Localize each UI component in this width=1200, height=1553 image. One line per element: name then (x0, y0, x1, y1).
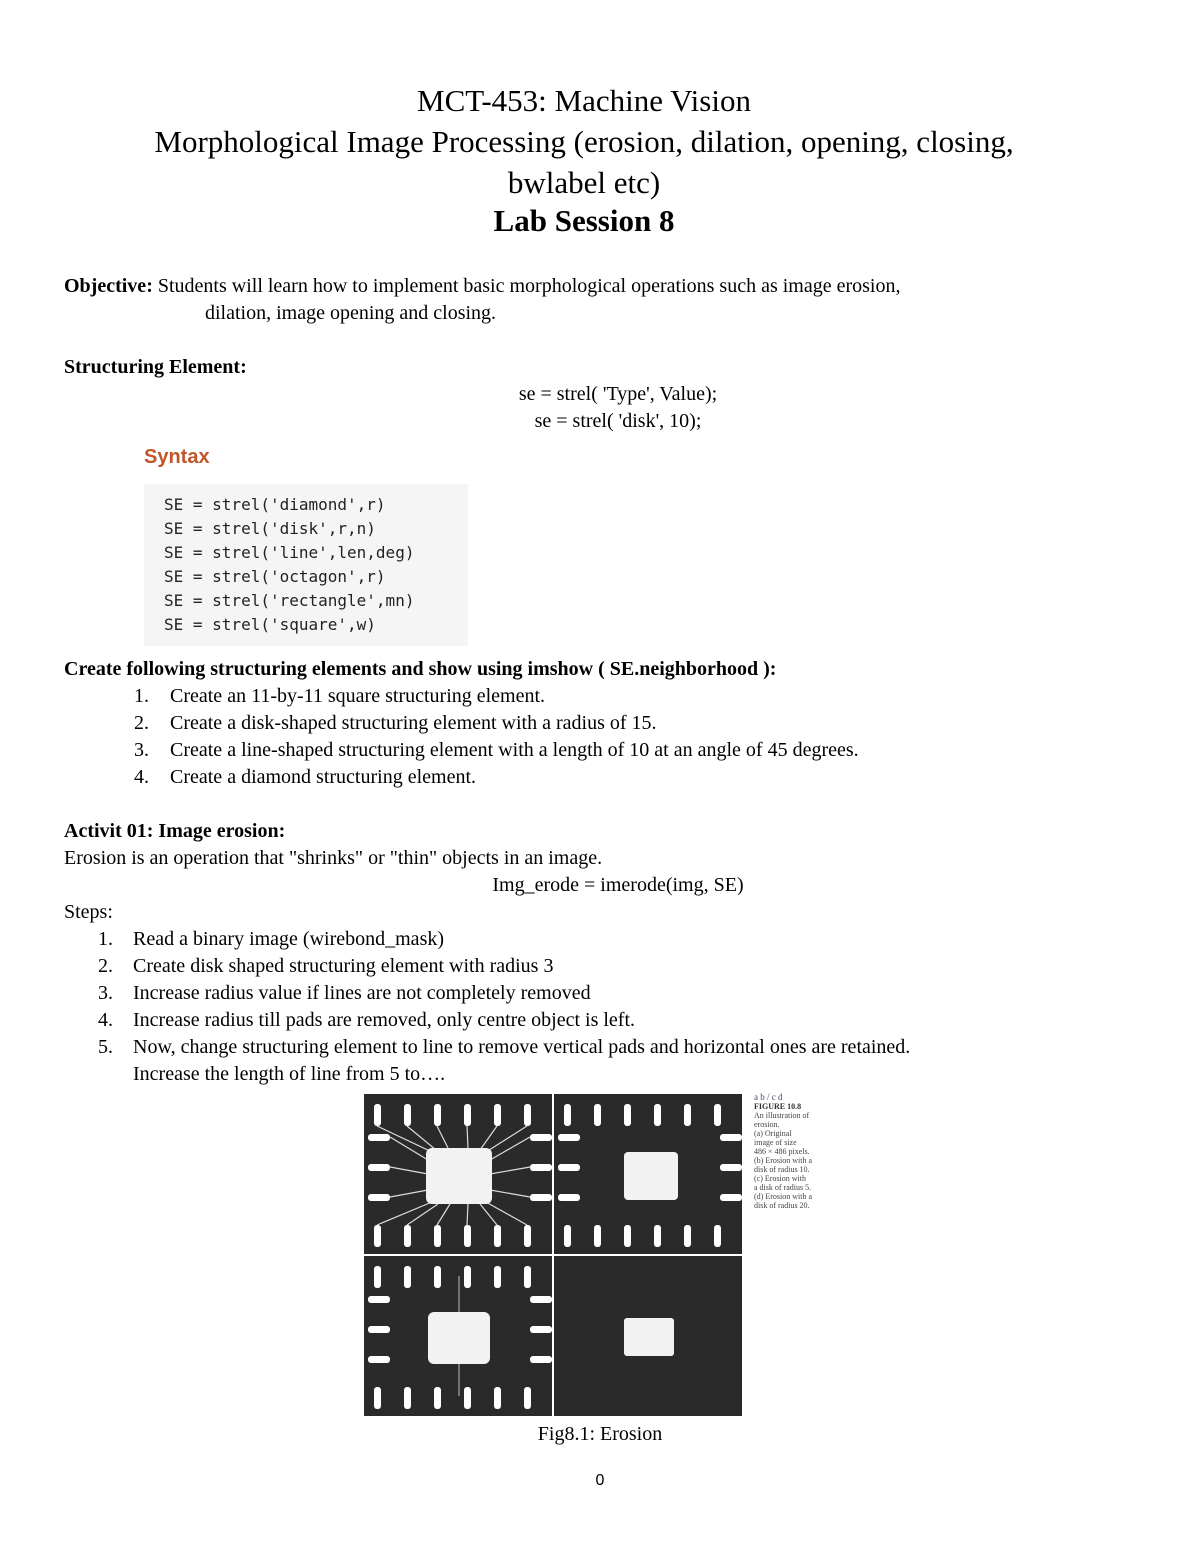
caption-line: image of size (754, 1138, 797, 1147)
list-number: 5. (98, 1036, 113, 1058)
step-item: Increase radius value if lines are not completely removed (133, 982, 591, 1004)
objective-text: Students will learn how to implement basic morphological operations such as image erosion, (152, 275, 901, 297)
list-number: 1. (134, 685, 149, 707)
page-number: 0 (595, 1472, 605, 1489)
figure-number: FIGURE 10.8 (754, 1102, 802, 1111)
code-line: SE = strel('line',len,deg) (164, 543, 415, 562)
caption-line: erosion. (754, 1120, 780, 1129)
figure-caption: Fig8.1: Erosion (537, 1423, 663, 1445)
caption-line: An illustration of (754, 1111, 810, 1120)
figure-panel-letters: a b / c d (754, 1092, 783, 1102)
strel-formula-disk: se = strel( 'disk', 10); (534, 410, 702, 432)
code-line: SE = strel('disk',r,n) (164, 519, 376, 538)
steps-label: Steps: (64, 901, 113, 923)
code-line: SE = strel('square',w) (164, 615, 376, 634)
activity-heading: Activit 01: Image erosion: (64, 820, 286, 842)
syntax-code-block (144, 484, 468, 646)
list-item: Create a disk-shaped structuring element with a radius of 15. (170, 712, 657, 734)
topic-title-line1: Morphological Image Processing (erosion, dilation, opening, closing, (154, 124, 1014, 159)
strel-formula-generic: se = strel( 'Type', Value); (518, 383, 718, 405)
syntax-heading: Syntax (144, 446, 210, 468)
course-title: MCT-453: Machine Vision (417, 83, 751, 118)
list-number: 2. (134, 712, 149, 734)
activity-description: Erosion is an operation that "shrinks" or "thin" objects in an image. (64, 847, 603, 869)
objective-line1 (64, 273, 901, 300)
list-item: Create an 11-by-11 square structuring element. (170, 685, 546, 707)
caption-line: 486 × 486 pixels. (754, 1147, 810, 1156)
list-number: 2. (98, 955, 113, 977)
step-item-continued: Increase the length of line from 5 to…. (133, 1063, 446, 1085)
list-number: 4. (98, 1009, 113, 1031)
caption-line: (c) Erosion with (754, 1174, 806, 1183)
imerode-formula: Img_erode = imerode(img, SE) (492, 874, 744, 896)
code-line: SE = strel('octagon',r) (164, 567, 386, 586)
structuring-heading: Structuring Element: (64, 356, 247, 378)
caption-line: (d) Erosion with a (754, 1192, 812, 1201)
figure-side-caption (754, 1093, 838, 1233)
code-line: SE = strel('diamond',r) (164, 495, 386, 514)
caption-line: (a) Original (754, 1129, 792, 1138)
step-item: Increase radius till pads are removed, only centre object is left. (133, 1009, 636, 1031)
erosion-figure-image (360, 1092, 744, 1418)
list-item: Create a line-shaped structuring element with a length of 10 at an angle of 45 degrees. (170, 739, 859, 761)
caption-line: disk of radius 20. (754, 1201, 810, 1210)
lab-session-title: Lab Session 8 (493, 203, 675, 238)
code-line: SE = strel('rectangle',mn) (164, 591, 415, 610)
caption-line: (b) Erosion with a (754, 1156, 812, 1165)
erosion-figure (360, 1092, 744, 1418)
objective-line2: dilation, image opening and closing. (205, 302, 497, 324)
caption-line: disk of radius 10. (754, 1165, 810, 1174)
step-item: Create disk shaped structuring element with radius 3 (133, 955, 554, 977)
topic-title-line2: bwlabel etc) (507, 165, 661, 200)
list-item: Create a diamond structuring element. (170, 766, 477, 788)
caption-line: a disk of radius 5. (754, 1183, 812, 1192)
step-item: Read a binary image (wirebond_mask) (133, 928, 445, 950)
list-number: 3. (134, 739, 149, 761)
step-item: Now, change structuring element to line to remove vertical pads and horizontal ones are retained. (133, 1036, 911, 1058)
list-number: 4. (134, 766, 149, 788)
list-number: 3. (98, 982, 113, 1004)
list-number: 1. (98, 928, 113, 950)
create-heading: Create following structuring elements and show using imshow ( SE.neighborhood ): (64, 658, 777, 680)
objective-label: Objective: (64, 275, 153, 297)
